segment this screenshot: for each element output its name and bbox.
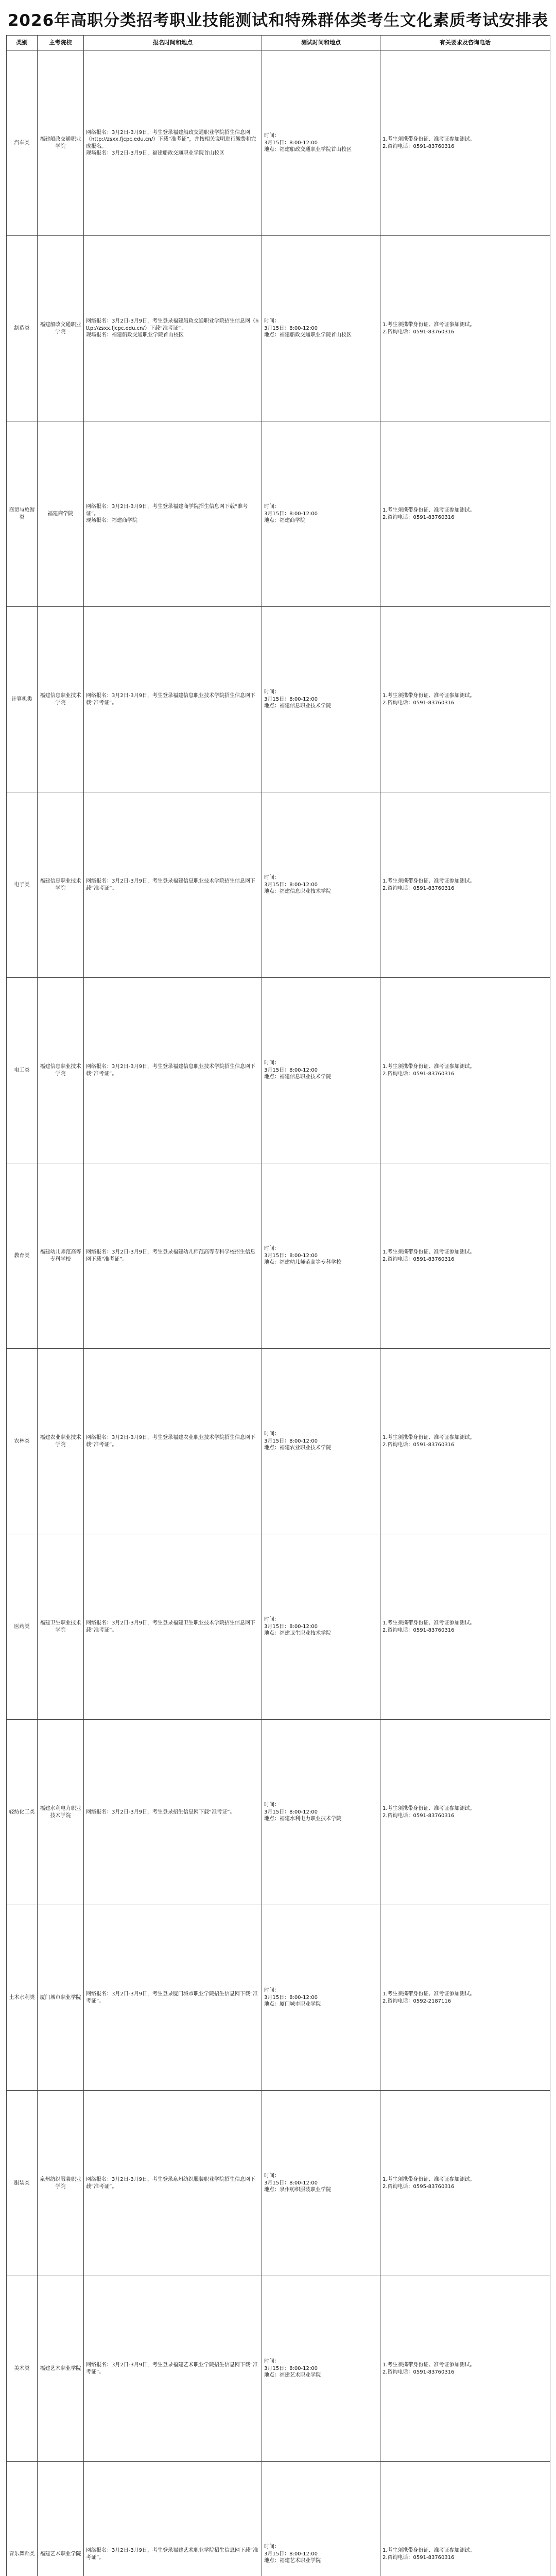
- test-time-cell-line: 时间：: [264, 318, 280, 325]
- table-row: [7, 50, 550, 236]
- requirements-cell: [380, 421, 550, 607]
- test-time-cell-line: 3月15日：8:00-12:00: [264, 2365, 318, 2371]
- test-time-cell-line: 时间：: [264, 1617, 280, 1623]
- test-time-cell: [262, 1534, 380, 1720]
- requirements-cell-line: 1.考生须携带身份证、准考证参加测试。: [383, 137, 475, 142]
- school-cell: 福建信息职业技术学院: [38, 978, 84, 1163]
- table-row: [7, 1720, 550, 1905]
- registration-cell-line: 网络报名：3月2日-3月9日，考生登录招生信息网下载“准考证”。: [86, 1809, 235, 1815]
- registration-cell-line: 网络报名：3月2日-3月9日，考生登录福建商学院招生信息网下载“准考证”。: [86, 504, 248, 517]
- test-time-cell: [262, 1905, 380, 2091]
- schedule-table: [6, 35, 550, 2576]
- test-time-cell-line: 3月15日：8:00-12:00: [264, 1994, 318, 2001]
- requirements-cell-line: 2.咨询电话：0591-83760316: [383, 1071, 455, 1077]
- requirements-cell-line: 2.咨询电话：0592-2187116: [383, 1998, 451, 2004]
- test-time-cell-line: 时间：: [264, 689, 280, 696]
- test-time-cell: [262, 607, 380, 792]
- registration-cell: [84, 1534, 262, 1720]
- requirements-cell-line: 1.考生须携带身份证、准考证参加测试。: [383, 1249, 475, 1255]
- registration-cell: [84, 2091, 262, 2276]
- registration-cell: [84, 1720, 262, 1905]
- registration-cell: [84, 50, 262, 236]
- requirements-cell: [380, 1163, 550, 1349]
- school-cell: 福建水利电力职业技术学院: [38, 1720, 84, 1905]
- category-cell: 电子类: [7, 792, 38, 978]
- requirements-cell-line: 2.咨询电话：0591-83760316: [383, 1812, 455, 1819]
- requirements-cell: [380, 792, 550, 978]
- registration-cell-line: 网络报名：3月2日-3月9日，考生登录厦门城市职业学院招生信息网下载“准考证”。: [86, 1991, 258, 2004]
- test-time-cell-line: 地点：福建农业职业技术学院: [264, 1445, 331, 1451]
- test-time-cell: [262, 2462, 380, 2576]
- requirements-cell: [380, 1905, 550, 2091]
- table-row: [7, 978, 550, 1163]
- registration-cell: [84, 2276, 262, 2462]
- test-time-cell-line: 3月15日：8:00-12:00: [264, 882, 318, 888]
- registration-cell-line: 网络报名：3月2日-3月9日，考生登录福建艺术职业学院招生信息网下载“准考证”。: [86, 2362, 258, 2375]
- table-row: [7, 1349, 550, 1534]
- category-cell: 农林类: [7, 1349, 38, 1534]
- registration-cell: [84, 1349, 262, 1534]
- test-time-cell: [262, 792, 380, 978]
- requirements-cell-line: 1.考生须携带身份证、准考证参加测试。: [383, 507, 475, 513]
- requirements-cell-line: 2.咨询电话：0595-83760316: [383, 2183, 455, 2190]
- category-cell: 美术类: [7, 2276, 38, 2462]
- registration-cell: [84, 978, 262, 1163]
- school-cell: 福建信息职业技术学院: [38, 792, 84, 978]
- test-time-cell-line: 3月15日：8:00-12:00: [264, 140, 318, 146]
- table-row: [7, 2091, 550, 2276]
- registration-cell: [84, 1163, 262, 1349]
- requirements-cell-line: 1.考生须携带身份证、准考证参加测试。: [383, 1806, 475, 1811]
- test-time-cell-line: 时间：: [264, 1246, 280, 1252]
- registration-cell: [84, 2462, 262, 2576]
- test-time-cell: [262, 1720, 380, 1905]
- requirements-cell: [380, 1720, 550, 1905]
- requirements-cell-line: 2.咨询电话：0591-83760316: [383, 1442, 455, 1448]
- registration-cell-line: 网络报名：3月2日-3月9日，考生登录福建信息职业技术学院招生信息网下载“准考证”。: [86, 693, 256, 706]
- test-time-cell-line: 地点：福建信息职业技术学院: [264, 889, 331, 895]
- school-cell: 福建农业职业技术学院: [38, 1349, 84, 1534]
- school-cell: 厦门城市职业学院: [38, 1905, 84, 2091]
- test-time-cell-line: 地点：福建信息职业技术学院: [264, 703, 331, 709]
- category-cell: 汽车类: [7, 50, 38, 236]
- test-time-cell-line: 地点：福建卫生职业技术学院: [264, 1631, 331, 1637]
- test-time-cell-line: 时间：: [264, 2544, 280, 2550]
- test-time-cell: [262, 236, 380, 421]
- header-school: 主考院校: [38, 36, 84, 50]
- test-time-cell-line: 地点：福建船政交通职业学院首山校区: [264, 332, 352, 338]
- registration-cell: [84, 607, 262, 792]
- test-time-cell-line: 地点：福建艺术职业学院: [264, 2372, 321, 2379]
- requirements-cell-line: 1.考生须携带身份证、准考证参加测试。: [383, 2362, 475, 2368]
- requirements-cell: [380, 2091, 550, 2276]
- test-time-cell-line: 3月15日：8:00-12:00: [264, 1438, 318, 1444]
- test-time-cell-line: 地点：福建幼儿师范高等专科学校: [264, 1260, 341, 1266]
- registration-cell-line: （http://zsxx.fjcpc.edu.cn/）下载“准考证”，并按相关说明进行缴费和完成报名。: [86, 137, 256, 149]
- school-cell: 福建卫生职业技术学院: [38, 1534, 84, 1720]
- school-cell: 福建幼儿师范高等专科学校: [38, 1163, 84, 1349]
- header-category: 类别: [7, 36, 38, 50]
- requirements-cell: [380, 236, 550, 421]
- requirements-cell-line: 2.咨询电话：0591-83760316: [383, 1627, 455, 1633]
- category-cell: 商贸与旅游类: [7, 421, 38, 607]
- registration-cell-line: 网络报名：3月2日-3月9日，考生登录福建农业职业技术学院招生信息网下载“准考证”。: [86, 1435, 256, 1448]
- requirements-cell-line: 2.咨询电话：0591-83760316: [383, 514, 455, 520]
- test-time-cell: [262, 2091, 380, 2276]
- test-time-cell-line: 3月15日：8:00-12:00: [264, 696, 318, 702]
- test-time-cell-line: 3月15日：8:00-12:00: [264, 325, 318, 331]
- category-cell: 教育类: [7, 1163, 38, 1349]
- registration-cell: [84, 236, 262, 421]
- registration-cell: [84, 421, 262, 607]
- test-time-cell: [262, 2276, 380, 2462]
- registration-cell-line: 网络报名：3月2日-3月9日，考生登录福建幼儿师范高等专科学校招生信息网下载“准考证”。: [86, 1249, 256, 1262]
- header-requirements: 有关要求及咨询电话: [380, 36, 550, 50]
- category-cell: 轻纺化工类: [7, 1720, 38, 1905]
- category-cell: 医药类: [7, 1534, 38, 1720]
- table-row: [7, 2462, 550, 2576]
- school-cell: 福建商学院: [38, 421, 84, 607]
- table-row: [7, 1163, 550, 1349]
- test-time-cell-line: 时间：: [264, 875, 280, 881]
- requirements-cell-line: 2.咨询电话：0591-83760316: [383, 700, 455, 706]
- requirements-cell: [380, 1349, 550, 1534]
- category-cell: 计算机类: [7, 607, 38, 792]
- registration-cell-line: 网络报名：3月2日-3月9日，考生登录福建艺术职业学院招生信息网下载“准考证”。: [86, 2548, 258, 2561]
- test-time-cell-line: 地点：福建船政交通职业学院首山校区: [264, 147, 352, 153]
- registration-cell-line: 现场报名：3月2日-3月9日，福建船政交通职业学院首山校区: [86, 150, 225, 156]
- registration-cell: [84, 792, 262, 978]
- category-cell: 音乐舞蹈类: [7, 2462, 38, 2576]
- table-row: [7, 792, 550, 978]
- requirements-cell: [380, 978, 550, 1163]
- registration-cell-line: 现场报名：福建商学院: [86, 518, 137, 524]
- registration-cell-line: 网络报名：3月2日-3月9日，考生登录福建信息职业技术学院招生信息网下载“准考证”。: [86, 878, 256, 891]
- test-time-cell-line: 3月15日：8:00-12:00: [264, 1623, 318, 1630]
- test-time-cell-line: 时间：: [264, 1988, 280, 1994]
- test-time-cell-line: 3月15日：8:00-12:00: [264, 1252, 318, 1259]
- header-test-time: 测试时间和地点: [262, 36, 380, 50]
- requirements-cell-line: 1.考生须携带身份证、准考证参加测试。: [383, 1991, 475, 1997]
- requirements-cell-line: 1.考生须携带身份证、准考证参加测试。: [383, 2548, 475, 2553]
- test-time-cell: [262, 1349, 380, 1534]
- test-time-cell-line: 时间：: [264, 1431, 280, 1437]
- table-row: [7, 1534, 550, 1720]
- registration-cell-line: 网络报名：3月2日-3月9日，考生登录福建信息职业技术学院招生信息网下载“准考证”。: [86, 1064, 256, 1077]
- requirements-cell-line: 2.咨询电话：0591-83760316: [383, 143, 455, 149]
- requirements-cell: [380, 2276, 550, 2462]
- requirements-cell-line: 2.咨询电话：0591-83760316: [383, 885, 455, 891]
- test-time-cell-line: 时间：: [264, 2173, 280, 2179]
- requirements-cell-line: 2.咨询电话：0591-83760316: [383, 329, 455, 335]
- category-cell: 电工类: [7, 978, 38, 1163]
- test-time-cell: [262, 50, 380, 236]
- table-row: [7, 2276, 550, 2462]
- test-time-cell: [262, 978, 380, 1163]
- requirements-cell: [380, 1534, 550, 1720]
- requirements-cell-line: 2.咨询电话：0591-83760316: [383, 2554, 455, 2561]
- requirements-cell-line: 1.考生须携带身份证、准考证参加测试。: [383, 1064, 475, 1070]
- registration-cell-line: 现场报名：福建船政交通职业学院首山校区: [86, 332, 184, 338]
- requirements-cell: [380, 607, 550, 792]
- table-body: [7, 50, 550, 2576]
- test-time-cell-line: 时间：: [264, 504, 280, 510]
- requirements-cell-line: 1.考生须携带身份证、准考证参加测试。: [383, 693, 475, 699]
- school-cell: 福建信息职业技术学院: [38, 607, 84, 792]
- school-cell: 福建艺术职业学院: [38, 2276, 84, 2462]
- test-time-cell-line: 3月15日：8:00-12:00: [264, 511, 318, 517]
- test-time-cell-line: 时间：: [264, 133, 280, 139]
- header-row: [7, 36, 550, 50]
- test-time-cell-line: 地点：福建信息职业技术学院: [264, 1074, 331, 1080]
- table-row: [7, 607, 550, 792]
- requirements-cell-line: 2.咨询电话：0591-83760316: [383, 2369, 455, 2375]
- registration-cell-line: 网络报名：3月2日-3月9日，考生登录福建船政交通职业学院招生信息网（http://zsxx.fjcpc.edu.cn/）下载“准考证”。: [86, 318, 259, 331]
- school-cell: 福建艺术职业学院: [38, 2462, 84, 2576]
- test-time-cell-line: 3月15日：8:00-12:00: [264, 1067, 318, 1073]
- header-registration: 报名时间和地点: [84, 36, 262, 50]
- test-time-cell-line: 时间：: [264, 2359, 280, 2365]
- category-cell: 制造类: [7, 236, 38, 421]
- test-time-cell-line: 时间：: [264, 1802, 280, 1808]
- requirements-cell-line: 1.考生须携带身份证、准考证参加测试。: [383, 1435, 475, 1440]
- test-time-cell-line: 地点：泉州纺织服装职业学院: [264, 2187, 331, 2193]
- requirements-cell-line: 1.考生须携带身份证、准考证参加测试。: [383, 878, 475, 884]
- registration-cell-line: 网络报名：3月2日-3月9日，考生登录福建船政交通职业学院招生信息网: [86, 129, 251, 135]
- registration-cell-line: 网络报名：3月2日-3月9日，考生登录泉州纺织服装职业学院招生信息网下载“准考证”。: [86, 2177, 256, 2190]
- test-time-cell-line: 3月15日：8:00-12:00: [264, 2551, 318, 2557]
- requirements-cell-line: 2.咨询电话：0591-83760316: [383, 1256, 455, 1262]
- test-time-cell-line: 时间：: [264, 1060, 280, 1066]
- registration-cell: [84, 1905, 262, 2091]
- requirements-cell-line: 1.考生须携带身份证、准考证参加测试。: [383, 1620, 475, 1626]
- page-title: 2026年高职分类招考职业技能测试和特殊群体类考生文化素质考试安排表: [7, 11, 549, 30]
- school-cell: 福建船政交通职业学院: [38, 236, 84, 421]
- school-cell: 泉州纺织服装职业学院: [38, 2091, 84, 2276]
- test-time-cell-line: 3月15日：8:00-12:00: [264, 1809, 318, 1815]
- test-time-cell-line: 3月15日：8:00-12:00: [264, 2180, 318, 2186]
- school-cell: 福建船政交通职业学院: [38, 50, 84, 236]
- requirements-cell-line: 1.考生须携带身份证、准考证参加测试。: [383, 322, 475, 328]
- test-time-cell-line: 地点：福建商学院: [264, 518, 305, 524]
- requirements-cell: [380, 2462, 550, 2576]
- table-row: [7, 236, 550, 421]
- category-cell: 土木水利类: [7, 1905, 38, 2091]
- registration-cell-line: 网络报名：3月2日-3月9日，考生登录福建卫生职业技术学院招生信息网下载“准考证”。: [86, 1620, 256, 1633]
- test-time-cell-line: 地点：福建艺术职业学院: [264, 2558, 321, 2564]
- test-time-cell-line: 地点：厦门城市职业学院: [264, 2002, 321, 2008]
- requirements-cell-line: 1.考生须携带身份证、准考证参加测试。: [383, 2177, 475, 2182]
- requirements-cell: [380, 50, 550, 236]
- table-row: [7, 421, 550, 607]
- test-time-cell: [262, 1163, 380, 1349]
- test-time-cell: [262, 421, 380, 607]
- category-cell: 服装类: [7, 2091, 38, 2276]
- test-time-cell-line: 地点：福建水利电力职业技术学院: [264, 1816, 341, 1822]
- table-row: [7, 1905, 550, 2091]
